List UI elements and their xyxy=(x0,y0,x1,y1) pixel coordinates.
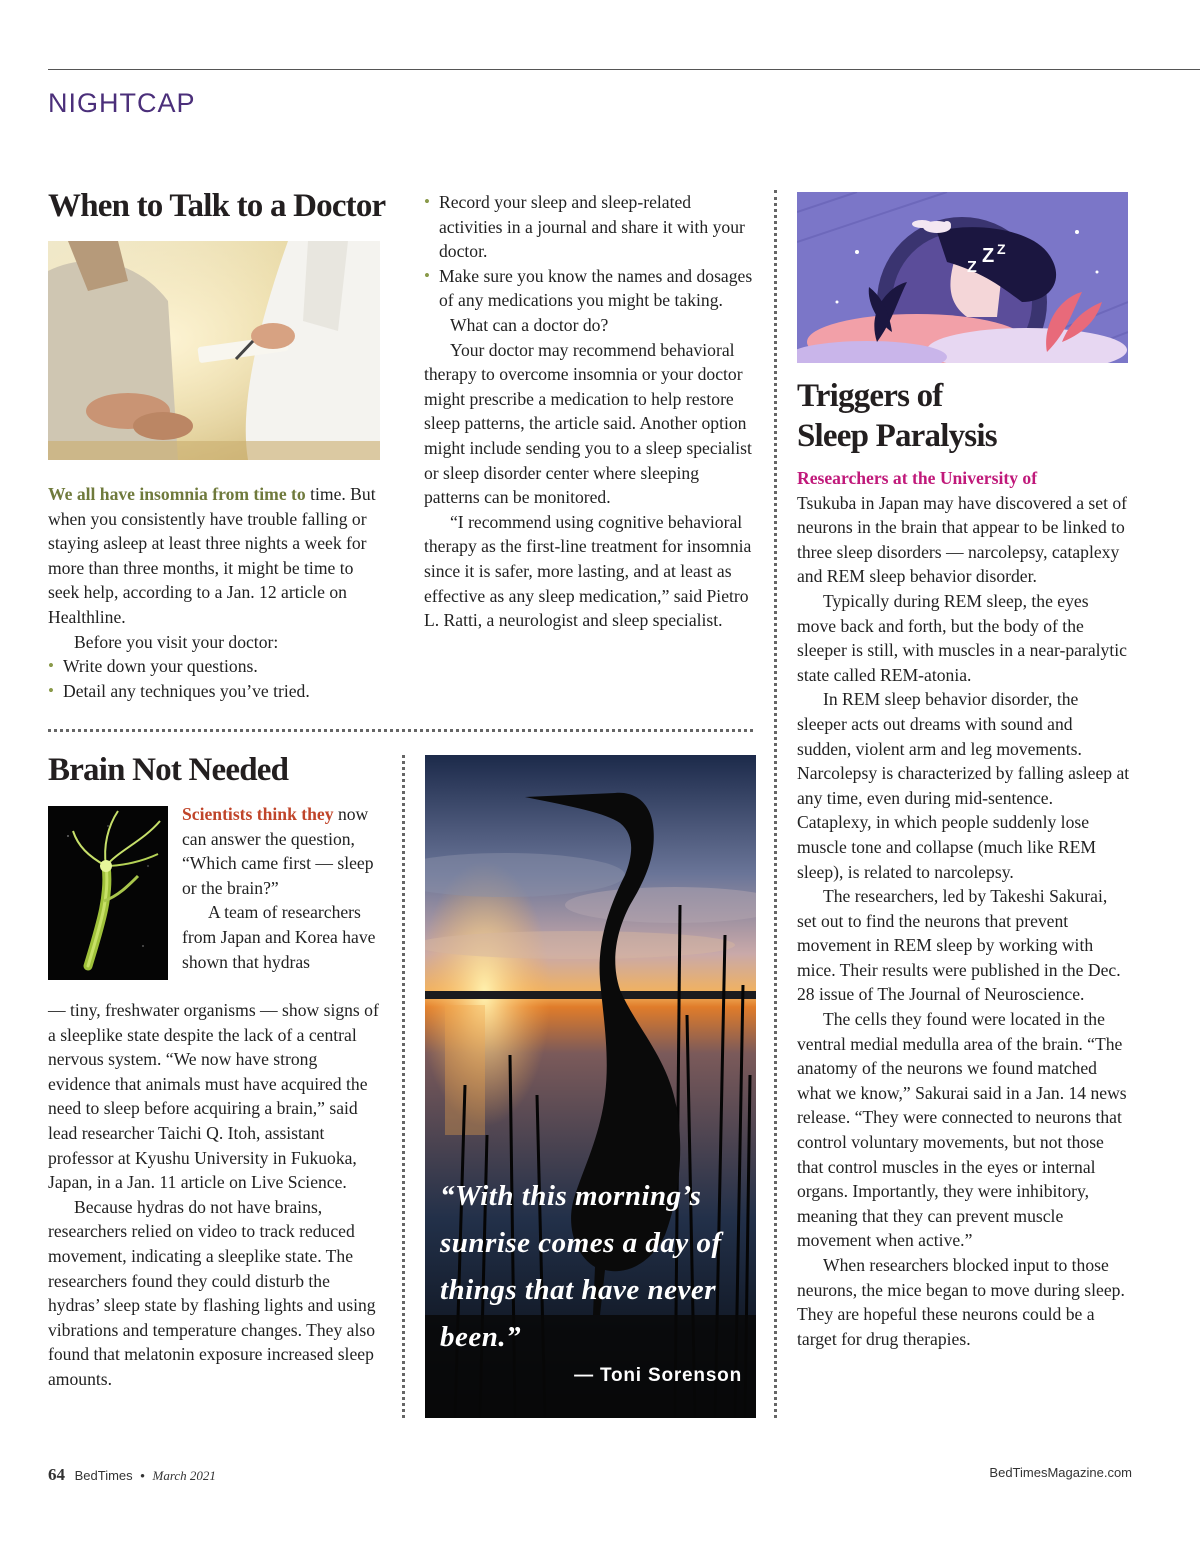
brain-text-beside-image xyxy=(182,802,382,974)
svg-text:Z: Z xyxy=(967,259,977,276)
brain-lead-in: Scientists think they xyxy=(182,804,334,824)
brain-paragraph-1: now can answer the question, “Which came first — sleep or the brain?” xyxy=(182,804,374,898)
vertical-divider-middle xyxy=(402,755,405,1418)
paralysis-headline-line1: Triggers of xyxy=(797,378,943,414)
doctor-paragraph-1: time. But when you consistently have trouble falling or staying asleep at least three nights a week for more than three months, it might be time to seek help, according to a Jan. 12 article on Healthline. xyxy=(48,484,376,627)
doctor-bullet-list-1 xyxy=(48,654,384,703)
bullet-icon: • xyxy=(48,680,54,700)
quote-author: — Toni Sorenson xyxy=(574,1365,742,1386)
vertical-divider-right xyxy=(774,190,777,1418)
doctor-consultation-photo xyxy=(48,241,380,460)
sleep-illustration xyxy=(797,192,1128,363)
doctor-bullet-list-2 xyxy=(424,190,754,313)
footer-left xyxy=(48,1465,216,1485)
svg-text:Z: Z xyxy=(982,245,995,267)
paralysis-headline-line2: Sleep Paralysis xyxy=(797,418,997,454)
bullet-icon: • xyxy=(424,192,430,211)
doctor-headline: When to Talk to a Doctor xyxy=(48,188,386,224)
header-rule xyxy=(48,69,1200,70)
issue-date: March 2021 xyxy=(152,1468,216,1483)
website-link[interactable]: BedTimesMagazine.com xyxy=(989,1465,1132,1480)
doctor-lead-in: We all have insomnia from time to xyxy=(48,484,306,504)
svg-text:Z: Z xyxy=(997,241,1006,257)
list-item: • Record your sleep and sleep-related activities in a journal and share it with your doctor. xyxy=(424,192,745,262)
paralysis-paragraph-4: The researchers, led by Takeshi Sakurai, set out to find the neurons that prevent movement in REM sleep by working with mice. Their results were published in the Dec. 28 issue of The Journal of Neuroscience. xyxy=(797,886,1121,1005)
quote-text: “With this morning’s sunrise comes a day of things that have never been.” xyxy=(440,1180,722,1353)
doctor-paragraph-2: Before you visit your doctor: xyxy=(74,631,279,652)
brain-text-below-image xyxy=(48,998,382,1392)
list-item: • Detail any techniques you’ve tried. xyxy=(48,679,384,704)
paralysis-paragraph-5: The cells they found were located in the ventral medial medulla area of the brain. “The anatomy of the neurons we found matched what we know,” Sakurai said in a Jan. 14 news release. “They were connected to neurons that control voluntary movements, but not those that control muscles in the eyes or internal organs. Importantly, they were inhibitory, meaning that they can prevent muscle movement when active.” xyxy=(797,1009,1127,1251)
magazine-name: BedTimes xyxy=(74,1468,133,1483)
doctor-paragraph-5: “I recommend using cognitive behavioral therapy as the first-line treatment for insomnia since it is safer, more lasting, and at least as effective as any sleep medication,” said Pietro L. Ratti, a neurologist and sleep specialist. xyxy=(424,511,752,631)
brain-paragraph-3: Because hydras do not have brains, researchers relied on video to track reduced movement, indicating a sleeplike state. The researchers found they could disturb the hydras’ sleep state by flashing lights and using vibrations and temperature changes. They also found that melatonin exposure increased sleep amounts. xyxy=(48,1196,376,1389)
doctor-paragraph-3: What can a doctor do? xyxy=(450,314,609,335)
list-item: • Write down your questions. xyxy=(48,654,384,679)
bullet-icon: • xyxy=(424,265,430,285)
doctor-text-col2 xyxy=(424,190,754,633)
doctor-text-col1 xyxy=(48,482,384,703)
brain-paragraph-2-start: A team of researchers from Japan and Korea have shown that hydras xyxy=(182,902,376,972)
horizontal-divider xyxy=(48,729,753,732)
section-label: NIGHTCAP xyxy=(48,88,196,118)
doctor-paragraph-4: Your doctor may recommend behavioral therapy to overcome insomnia or your doctor might prescribe a medication to help restore sleep patterns, the article said. Another option might include sending you to a sleep specialist or sleep disorder center where sleeping patterns can be monitored. xyxy=(424,339,752,508)
paralysis-paragraph-2: Typically during REM sleep, the eyes move back and forth, but the body of the sleeper is still, with muscles in a near-paralytic state called REM-atonia. xyxy=(797,590,1127,685)
paralysis-paragraph-3: In REM sleep behavior disorder, the sleeper acts out dreams with sound and sudden, violent arm and leg movements. Narcolepsy is characterized by falling asleep at any time, even during mid-sentence. Cataplexy, in which people suddenly lose muscle tone and collapse (much like REM sleep), is related to narcolepsy. xyxy=(797,689,1130,882)
paralysis-lead-in: Researchers at the University of xyxy=(797,468,1038,488)
paralysis-paragraph-6: When researchers blocked input to those neurons, the mice began to move during sleep. They are hopeful these neurons could be a target for drug therapies. xyxy=(797,1255,1125,1349)
paralysis-paragraph-1: Tsukuba in Japan may have discovered a set of neurons in the brain that appear to be linked to three sleep disorders — narcolepsy, cataplexy and REM sleep behavior disorder. xyxy=(797,492,1128,587)
footer-separator: • xyxy=(140,1468,145,1483)
heron-quote-panel xyxy=(425,755,756,1418)
paralysis-text xyxy=(797,466,1131,1351)
bullet-icon: • xyxy=(48,656,54,676)
list-item: • Make sure you know the names and dosages of any medications you might be taking. xyxy=(424,265,753,311)
hydra-photo xyxy=(48,806,168,980)
brain-headline: Brain Not Needed xyxy=(48,752,289,788)
brain-paragraph-2-end: — tiny, freshwater organisms — show signs of a sleeplike state despite the lack of a central nervous system. “We now have strong evidence that animals must have acquired the need to sleep before acquiring a brain,” said lead researcher Taichi Q. Itoh, assistant professor at Kyushu University in Fukuoka, Japan, in a Jan. 11 article on Live Science. xyxy=(48,1000,379,1193)
page-number: 64 xyxy=(48,1465,65,1484)
paralysis-headline xyxy=(797,376,1127,456)
